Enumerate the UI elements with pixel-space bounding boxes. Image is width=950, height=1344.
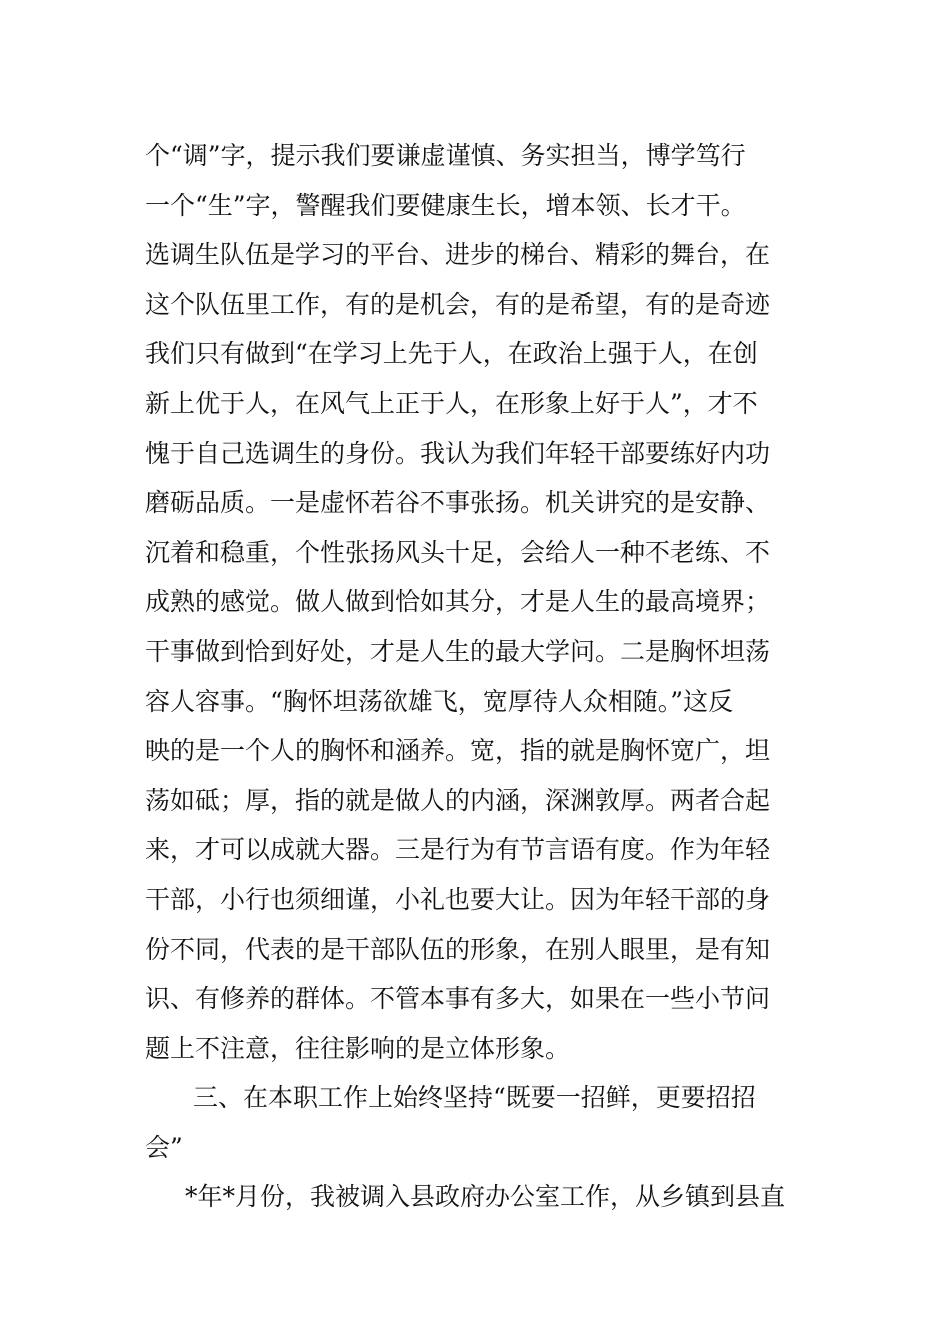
text-line: 干部，小行也须细谨，小礼也要大让。因为年轻干部的身 <box>145 884 771 914</box>
text-line: 容人容事。“胸怀坦荡欲雄飞，宽厚待人众相随。”这反 <box>145 686 734 716</box>
section-heading-continuation: 会” <box>145 1132 183 1162</box>
section-heading: 三、在本职工作上始终坚持“既要一招鲜，更要招招 <box>193 1083 756 1113</box>
text-line: 选调生队伍是学习的平台、进步的梯台、精彩的舞台，在 <box>145 240 771 270</box>
text-line: 成熟的感觉。做人做到恰如其分，才是人生的最高境界； <box>145 587 771 617</box>
text-line: 题上不注意，往往影响的是立体形象。 <box>145 1033 571 1063</box>
text-line: 荡如砥；厚，指的就是做人的内涵，深渊敦厚。两者合起 <box>145 785 771 815</box>
text-line: 映的是一个人的胸怀和涵养。宽，指的就是胸怀宽广，坦 <box>145 736 771 766</box>
text-line: 愧于自己选调生的身份。我认为我们年轻干部要练好内功 <box>145 438 771 468</box>
text-line: 份不同，代表的是干部队伍的形象，在别人眼里，是有知 <box>145 934 771 964</box>
text-line: 新上优于人，在风气上正于人，在形象上好于人”，才不 <box>145 388 758 418</box>
text-line: 个“调”字，提示我们要谦虚谨慎、务实担当，博学笃行 <box>145 141 746 170</box>
text-line: 来，才可以成就大器。三是行为有节言语有度。作为年轻 <box>145 835 771 865</box>
text-line: 磨砺品质。一是虚怀若谷不事张扬。机关讲究的是安静、 <box>145 488 771 518</box>
text-line: 这个队伍里工作，有的是机会，有的是希望，有的是奇迹 <box>145 289 771 319</box>
text-line: 识、有修养的群体。不管本事有多大，如果在一些小节问 <box>145 984 771 1014</box>
text-line: 一个“生”字，警醒我们要健康生长，增本领、长才干。 <box>145 190 746 220</box>
text-line: 干事做到恰到好处，才是人生的最大学问。二是胸怀坦荡 <box>145 636 771 666</box>
document-body <box>145 131 810 1222</box>
paragraph-start-line: *年*月份，我被调入县政府办公室工作，从乡镇到县直 <box>185 1182 786 1212</box>
text-line: 我们只有做到“在学习上先于人，在政治上强于人，在创 <box>145 339 758 369</box>
text-line: 沉着和稳重，个性张扬风头十足，会给人一种不老练、不 <box>145 537 771 567</box>
